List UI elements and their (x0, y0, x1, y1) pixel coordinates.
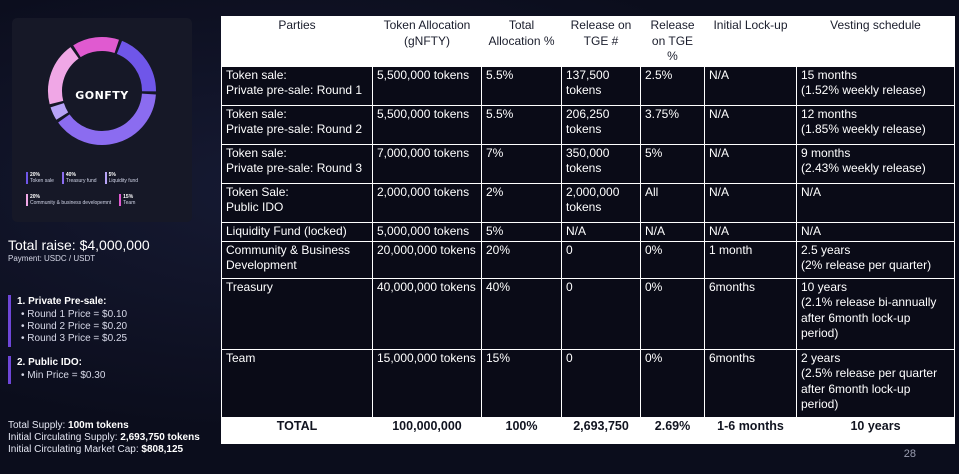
table-row (222, 241, 955, 278)
legend-item-token-sale: 20% Token sale (26, 172, 54, 184)
donut-segment-liquidity (57, 105, 62, 116)
table-cell: N/A (797, 222, 955, 241)
table-cell: 350,000 tokens (562, 144, 641, 183)
legend-item-team: 15% Team (119, 194, 135, 206)
table-cell: 5.5% (482, 105, 562, 144)
table-cell: 10 years (2.1% release bi-annually after 6month lock-up period) (797, 278, 955, 349)
table-cell: N/A (705, 183, 797, 222)
legend-item-treasury: 40% Treasury fund (62, 172, 97, 184)
public-ido-title: 2. Public IDO: (17, 357, 83, 368)
total-cell: 10 years (797, 417, 955, 443)
table-cell: 5% (641, 144, 705, 183)
table-cell: 0% (641, 278, 705, 349)
initial-circulating-supply: Initial Circulating Supply: 2,693,750 tokens (8, 432, 200, 443)
table-cell: Token Sale: Public IDO (222, 183, 373, 222)
legend-item-liquidity: 5% Liquidity fund (105, 172, 138, 184)
legend-swatch (105, 172, 107, 184)
table-cell: 137,500 tokens (562, 66, 641, 105)
table-cell: 0 (562, 349, 641, 417)
table-cell: Team (222, 349, 373, 417)
public-ido-block (8, 356, 208, 384)
legend-item-community: 20% Community & business developemnt (26, 194, 111, 206)
table-cell: Token sale: Private pre-sale: Round 2 (222, 105, 373, 144)
table-cell: 15,000,000 tokens (373, 349, 482, 417)
supply-summary (8, 420, 200, 456)
table-row (222, 222, 955, 241)
table-cell: 5% (482, 222, 562, 241)
table-cell: 15% (482, 349, 562, 417)
round-3-price: • Round 3 Price = $0.25 (21, 333, 128, 344)
table-cell: N/A (705, 66, 797, 105)
round-2-price: • Round 2 Price = $0.20 (21, 321, 128, 332)
total-cell: 2.69% (641, 417, 705, 443)
table-cell: 5,500,000 tokens (373, 66, 482, 105)
total-cell: TOTAL (222, 417, 373, 443)
table-cell: 2.5% (641, 66, 705, 105)
column-header: Total Allocation % (482, 17, 562, 67)
initial-market-cap: Initial Circulating Market Cap: $808,125 (8, 444, 184, 455)
payment-methods: Payment: USDC / USDT (8, 254, 96, 263)
donut-legend (26, 172, 186, 216)
column-header: Release on TGE % (641, 17, 705, 67)
table-cell: Community & Business Development (222, 241, 373, 278)
table-cell: N/A (705, 144, 797, 183)
private-presale-block (8, 295, 208, 347)
table-cell: Treasury (222, 278, 373, 349)
table-cell: 6months (705, 278, 797, 349)
column-header: Release on TGE # (562, 17, 641, 67)
table-cell: 2.5 years (2% release per quarter) (797, 241, 955, 278)
table-cell: 0% (641, 241, 705, 278)
table-cell: 2 years (2.5% release per quarter after 6month lock-up period) (797, 349, 955, 417)
column-header: Initial Lock-up (705, 17, 797, 67)
table-cell: 7,000,000 tokens (373, 144, 482, 183)
table-cell: Liquidity Fund (locked) (222, 222, 373, 241)
table-cell: 2% (482, 183, 562, 222)
table-row (222, 66, 955, 105)
table-cell: 0% (641, 349, 705, 417)
donut-segment-token-sale (119, 47, 149, 91)
table-header-row (222, 17, 955, 67)
table-total-row (222, 417, 955, 443)
tokenomics-table (221, 16, 954, 434)
table-cell: 5,500,000 tokens (373, 105, 482, 144)
round-1-price: • Round 1 Price = $0.10 (21, 309, 128, 320)
total-cell: 2,693,750 (562, 417, 641, 443)
table-cell: 3.75% (641, 105, 705, 144)
table-cell: N/A (705, 222, 797, 241)
table-cell: Token sale: Private pre-sale: Round 1 (222, 66, 373, 105)
table-row (222, 144, 955, 183)
total-cell: 100% (482, 417, 562, 443)
legend-swatch (119, 194, 121, 206)
table-row (222, 349, 955, 417)
table-cell: 20% (482, 241, 562, 278)
table-cell: 0 (562, 241, 641, 278)
table-cell: 40,000,000 tokens (373, 278, 482, 349)
table-cell: 15 months (1.52% weekly release) (797, 66, 955, 105)
total-cell: 100,000,000 (373, 417, 482, 443)
table-cell: 9 months (2.43% weekly release) (797, 144, 955, 183)
table-row (222, 183, 955, 222)
column-header: Token Allocation (gNFTY) (373, 17, 482, 67)
table-cell: N/A (705, 105, 797, 144)
table-row (222, 105, 955, 144)
table-cell: 7% (482, 144, 562, 183)
table-cell: 5,000,000 tokens (373, 222, 482, 241)
table-cell: 206,250 tokens (562, 105, 641, 144)
table-cell: N/A (562, 222, 641, 241)
table-cell: 5.5% (482, 66, 562, 105)
table-cell: All (641, 183, 705, 222)
gonfty-logo: GONFTY (75, 89, 129, 102)
page-number: 28 (903, 448, 916, 460)
table-cell: Token sale: Private pre-sale: Round 3 (222, 144, 373, 183)
table-cell: 2,000,000 tokens (562, 183, 641, 222)
legend-swatch (26, 172, 28, 184)
table-cell: N/A (641, 222, 705, 241)
donut-segment-team (77, 44, 117, 51)
column-header: Vesting schedule (797, 17, 955, 67)
table-cell: 2,000,000 tokens (373, 183, 482, 222)
table-row (222, 278, 955, 349)
legend-swatch (62, 172, 64, 184)
total-cell: 1-6 months (705, 417, 797, 443)
legend-swatch (26, 194, 28, 206)
table-cell: 40% (482, 278, 562, 349)
table-cell: 12 months (1.85% weekly release) (797, 105, 955, 144)
table-cell: 20,000,000 tokens (373, 241, 482, 278)
table-cell: 1 month (705, 241, 797, 278)
ido-min-price: • Min Price = $0.30 (21, 370, 106, 381)
column-header: Parties (222, 17, 373, 67)
table-cell: 0 (562, 278, 641, 349)
table-cell: N/A (797, 183, 955, 222)
total-supply: Total Supply: 100m tokens (8, 420, 129, 431)
table-cell: 6months (705, 349, 797, 417)
allocation-card (12, 18, 192, 222)
private-presale-title: 1. Private Pre-sale: (17, 296, 107, 307)
total-raise: Total raise: $4,000,000 (8, 237, 150, 253)
